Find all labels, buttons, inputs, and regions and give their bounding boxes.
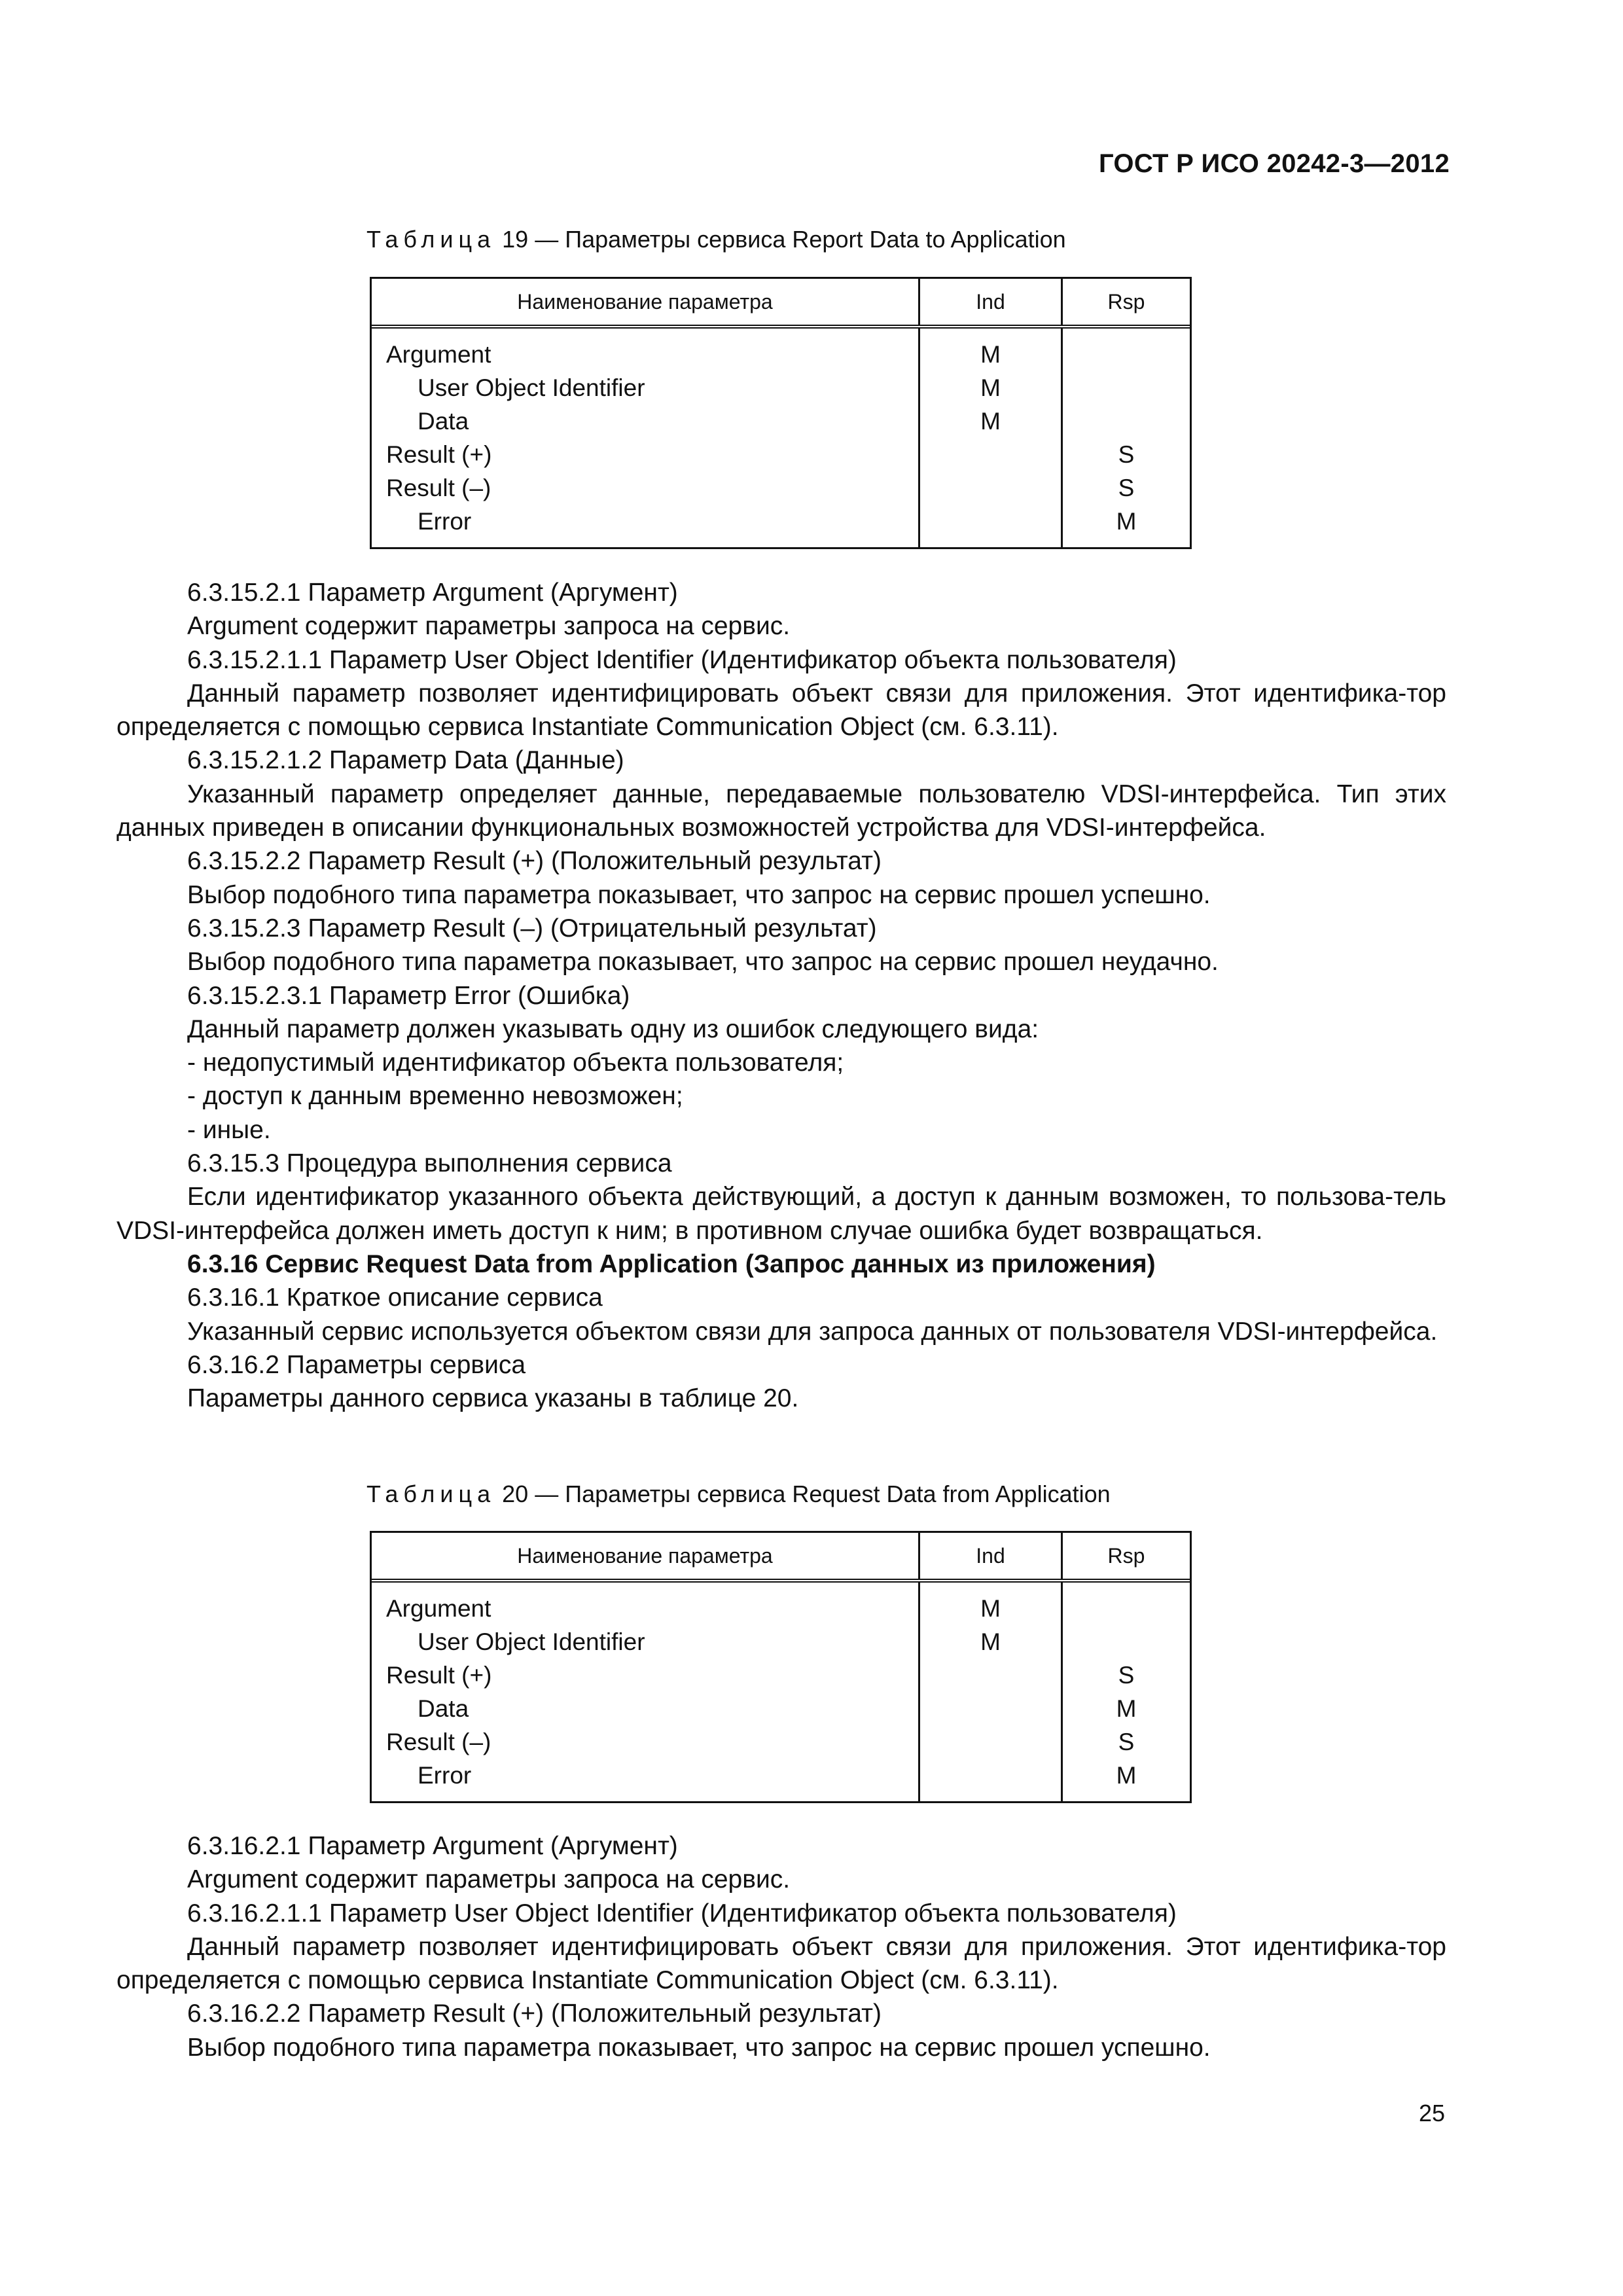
table-caption-text: 20 — Параметры сервиса Request Data from Application (495, 1480, 1111, 1507)
list-item: - недопустимый идентификатор объекта пользователя; (187, 1049, 844, 1077)
page-number: 25 (1418, 2100, 1445, 2126)
table-19 (370, 277, 1192, 549)
table-cell-ind: M (980, 1628, 1001, 1655)
paragraph: 6.3.16.2.2 Параметр Result (+) (Положительный результат) (187, 2000, 882, 2028)
table-header-row (372, 1533, 1190, 1583)
paragraph: Выбор подобного типа параметра показывает, что запрос на сервис прошел неудачно. (187, 948, 1219, 977)
table-cell-name: User Object Identifier (418, 374, 645, 401)
paragraph: 6.3.16.1 Краткое описание сервиса (187, 1283, 603, 1312)
table-cell-ind (920, 505, 1061, 538)
table-19-caption (366, 226, 1066, 253)
table-cell-ind (920, 1659, 1061, 1692)
body-text-section-6-3-16-2 (116, 1829, 1446, 2064)
paragraph: Выбор подобного типа параметра показывает, что запрос на сервис прошел успешно. (187, 880, 1211, 909)
table-body (372, 329, 1190, 547)
table-cell-rsp (1063, 404, 1190, 438)
table-cell-rsp: S (1118, 1729, 1135, 1755)
rsp-column (1063, 329, 1190, 547)
paragraph: 6.3.16.2.1.1 Параметр User Object Identifier (Идентификатор объекта пользователя) (187, 1899, 1177, 1928)
table-cell-ind (920, 1692, 1061, 1725)
table-cell-rsp (1063, 1592, 1190, 1625)
paragraph: Данный параметр должен указывать одну из ошибок следующего вида: (187, 1014, 1039, 1043)
paragraph: 6.3.15.3 Процедура выполнения сервиса (187, 1149, 672, 1178)
table-cell-name: Result (+) (386, 441, 492, 468)
table-cell-rsp: M (1116, 1762, 1137, 1789)
ind-column (920, 329, 1063, 547)
table-cell-name: Argument (386, 1595, 491, 1622)
table-cell-ind (920, 1725, 1061, 1759)
paragraph: 6.3.15.2.1 Параметр Argument (Аргумент) (187, 579, 678, 607)
paragraph: 6.3.15.2.2 Параметр Result (+) (Положительный результат) (187, 847, 882, 876)
table-cell-ind: M (980, 1595, 1001, 1622)
paragraph: Argument содержит параметры запроса на сервис. (187, 1865, 791, 1894)
column-header-rsp: Rsp (1107, 289, 1145, 314)
column-header-ind: Ind (920, 279, 1063, 325)
paragraph: Указанный параметр определяет данные, передаваемые пользователю VDSI-интерфейса. Тип этих данных приведен в описании функциональных возможностей устройства для VDSI-интерфейса. (116, 780, 1446, 842)
name-column (372, 329, 920, 547)
table-body (372, 1583, 1190, 1801)
table-cell-ind: M (980, 408, 1001, 435)
table-cell-ind: M (980, 374, 1001, 401)
column-header-rsp: Rsp (1107, 1543, 1145, 1568)
section-heading: 6.3.16 Сервис Request Data from Application (Запрос данных из приложения) (187, 1249, 1156, 1278)
table-cell-ind (920, 438, 1061, 471)
paragraph: 6.3.15.2.3 Параметр Result (–) (Отрицательный результат) (187, 914, 877, 942)
paragraph: 6.3.16.2.1 Параметр Argument (Аргумент) (187, 1832, 678, 1860)
table-cell-name: Result (+) (386, 1662, 492, 1689)
list-item: - доступ к данным временно невозможен; (187, 1082, 683, 1111)
paragraph: Указанный сервис используется объектом связи для запроса данных от пользователя VDSI-интерфейса. (187, 1317, 1438, 1346)
body-text-section-6-3-15 (116, 576, 1446, 1415)
table-cell-rsp: S (1118, 441, 1135, 468)
table-caption-text: 19 — Параметры сервиса Report Data to Application (495, 226, 1066, 253)
column-header-ind: Ind (920, 1533, 1063, 1579)
table-cell-ind (920, 471, 1061, 505)
paragraph: Данный параметр позволяет идентифицировать объект связи для приложения. Этот идентифика-тор определяется с помощью сервиса Instantiate Communication Object (см. 6.3.11). (116, 679, 1446, 742)
paragraph: Если идентификатор указанного объекта действующий, а доступ к данным возможен, то пользова-тель VDSI-интерфейса должен иметь доступ к ним; в противном случае ошибка будет возвращаться. (116, 1183, 1446, 1245)
paragraph: 6.3.15.2.3.1 Параметр Error (Ошибка) (187, 981, 630, 1010)
table-20-caption (366, 1480, 1111, 1508)
name-column (372, 1583, 920, 1801)
column-header-name: Наименование параметра (372, 1533, 920, 1579)
table-cell-name: Result (–) (386, 475, 491, 501)
table-header-row (372, 279, 1190, 329)
list-item: - иные. (187, 1115, 271, 1144)
table-cell-name: Data (418, 1695, 469, 1722)
table-cell-name: Argument (386, 341, 491, 368)
table-cell-rsp (1063, 1625, 1190, 1659)
table-cell-ind: M (980, 341, 1001, 368)
rsp-column (1063, 1583, 1190, 1801)
standard-header: ГОСТ Р ИСО 20242-3—2012 (1098, 149, 1450, 178)
paragraph: 6.3.15.2.1.1 Параметр User Object Identifier (Идентификатор объекта пользователя) (187, 645, 1177, 674)
table-cell-name: Data (418, 408, 469, 435)
table-cell-name: Error (418, 508, 472, 535)
table-cell-name: Result (–) (386, 1729, 491, 1755)
table-cell-ind (920, 1759, 1061, 1792)
table-cell-rsp: S (1118, 475, 1135, 501)
table-20 (370, 1531, 1192, 1803)
paragraph: Выбор подобного типа параметра показывает, что запрос на сервис прошел успешно. (187, 2033, 1211, 2062)
table-cell-rsp (1063, 338, 1190, 371)
paragraph: 6.3.16.2 Параметры сервиса (187, 1350, 526, 1379)
table-caption-prefix: Таблица (366, 226, 496, 253)
table-cell-rsp (1063, 371, 1190, 404)
table-cell-rsp: M (1116, 508, 1137, 535)
table-cell-rsp: S (1118, 1662, 1135, 1689)
ind-column (920, 1583, 1063, 1801)
paragraph: Параметры данного сервиса указаны в таблице 20. (187, 1384, 799, 1413)
paragraph: Данный параметр позволяет идентифицировать объект связи для приложения. Этот идентифика-тор определяется с помощью сервиса Instantiate Communication Object (см. 6.3.11). (116, 1932, 1446, 1995)
table-cell-name: Error (418, 1762, 472, 1789)
table-cell-name: User Object Identifier (418, 1628, 645, 1655)
paragraph: Argument содержит параметры запроса на сервис. (187, 612, 791, 641)
table-caption-prefix: Таблица (366, 1480, 496, 1507)
paragraph: 6.3.15.2.1.2 Параметр Data (Данные) (187, 746, 624, 775)
table-cell-rsp: M (1116, 1695, 1137, 1722)
column-header-name: Наименование параметра (372, 279, 920, 325)
